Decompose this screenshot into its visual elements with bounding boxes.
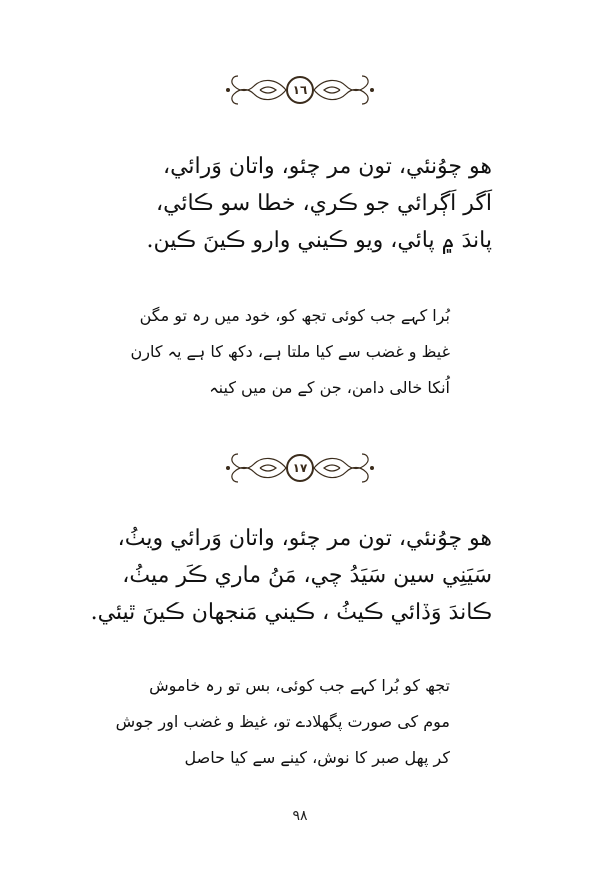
verse-number-ornament [220, 68, 380, 112]
verse-number: ١٧ [292, 461, 308, 475]
page-number: ٩٨ [292, 808, 308, 824]
translation-line: تجھ کو بُرا کہے جب کوئی، بس تو رہ خاموش [149, 676, 450, 695]
verse-line: اَگر اَڳرائي جو ڪري، خطا سو ڪائي، [155, 191, 492, 216]
verse-number-ornament [220, 446, 380, 490]
sindhi-verse [92, 520, 492, 631]
translation-line: کر پھل صبر کا نوش، کینے سے کیا حاصل [184, 748, 450, 767]
verse-line: هو چوُنئي، تون مر چئو، واتان وَرائي ويٺُ، [117, 526, 492, 551]
verse-line: ڪاندَ وَڏائي ڪيٺُ ، ڪيني مَنجهان ڪينَ ٿيئي. [90, 600, 492, 625]
translation-line: موم کی صورت پگھلادے تو، غیظ و غضب اور جوش [115, 712, 450, 731]
translation-line: اُنکا خالی دامن، جن کے من میں کینہ [209, 378, 450, 397]
translation-line: غیظ و غضب سے کیا ملتا ہے، دکھ کا ہے یہ کارن [130, 342, 450, 361]
verse-line: سَيَنِي سين سَيَدُ چي، مَنُ ماري ڪَر ميٺُ، [122, 563, 492, 588]
verse-line: پاندَ ۾ پائي، ويو ڪيني وارو ڪينَ ڪين. [146, 228, 492, 253]
urdu-translation [115, 668, 450, 776]
translation-line: بُرا کہے جب کوئی تجھ کو، خود میں رہ تو مگن [139, 306, 450, 325]
verse-line: هو چوُنئي، تون مر چئو، واتان وَرائي، [162, 154, 492, 179]
urdu-translation [130, 298, 450, 406]
verse-number: ١٦ [292, 83, 308, 97]
sindhi-verse [92, 148, 492, 259]
